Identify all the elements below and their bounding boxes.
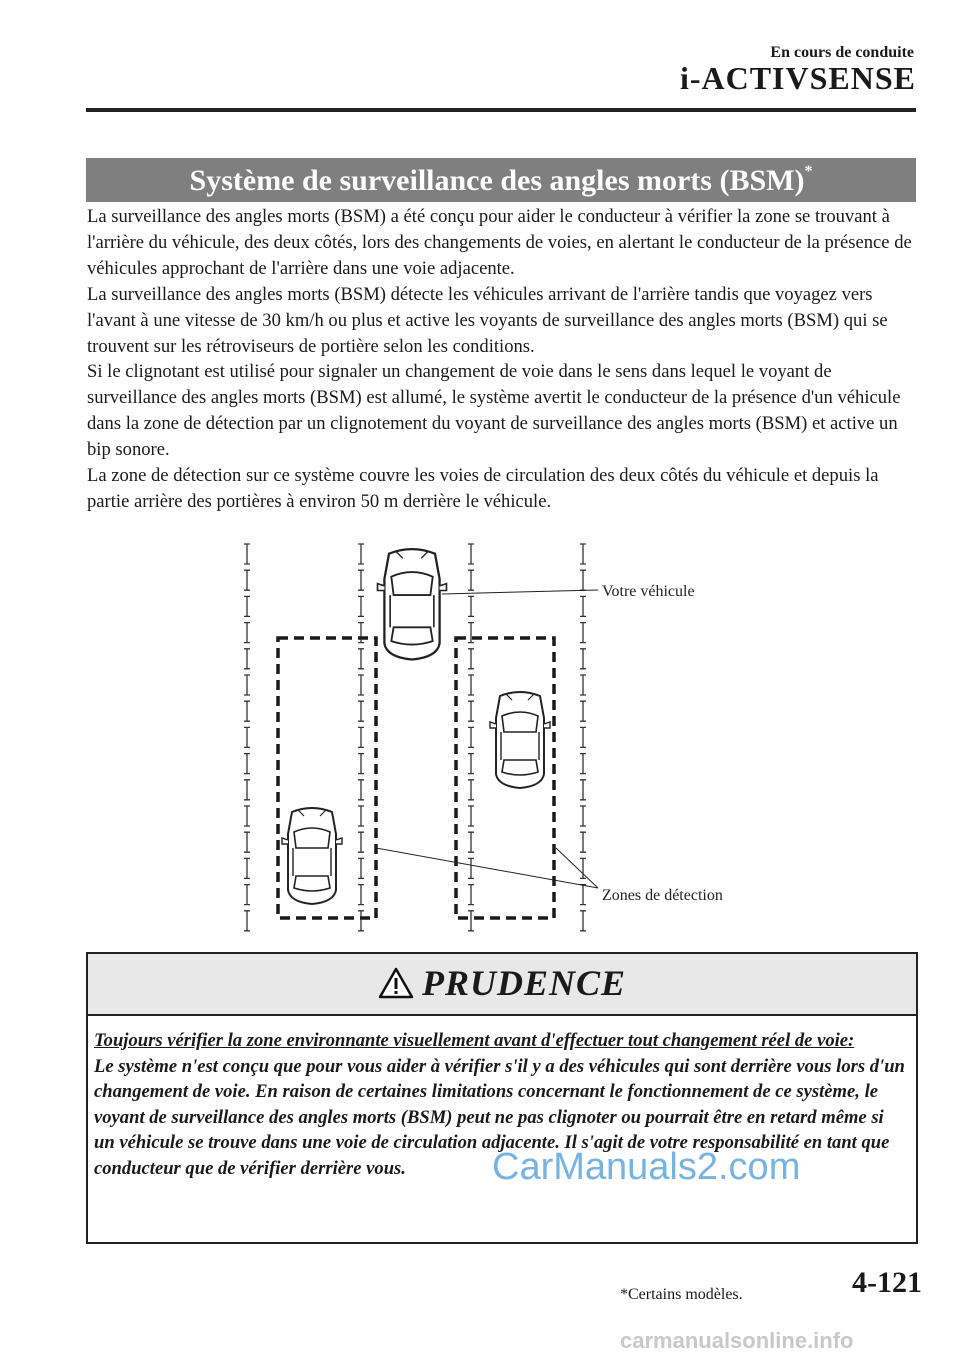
paragraph-3: Si le clignotant est utilisé pour signaler un changement de voie dans le sens dans lequel le voyant de surveillance des angles morts (BSM) est allumé, le système avertit le conducteur de la présence d'un véhicule dans la zone de détection par un clignotement du voyant de surveillance des angles morts (BSM) et active un bip sonore. [87,361,901,461]
label-vehicle: Votre véhicule [602,583,695,600]
lane-mark [358,570,364,590]
lane-mark [244,623,250,643]
lane-mark [244,832,250,852]
header-section: En cours de conduite [770,44,914,61]
lane-mark [468,832,474,852]
lane-mark [244,858,250,878]
lane-mark [244,544,250,564]
lane-mark [580,727,586,747]
section-title-bar [86,158,916,202]
lane-mark [358,858,364,878]
warning-title: PRUDENCE [421,963,627,1003]
watermark-bottom: carmanualsonline.info [620,1328,854,1353]
lane-mark [580,780,586,800]
lane-mark [358,806,364,826]
lane-mark [580,832,586,852]
section-title: Système de surveillance des angles morts (BSM) [189,164,805,197]
footer-note: *Certains modèles. [620,1286,743,1303]
paragraph-4: La zone de détection sur ce système couvre les voies de circulation des deux côtés du véhicule et depuis la partie arrière des portières à environ 50 m derrière le véhicule. [87,465,879,512]
leader-line-zone-left [376,848,598,888]
warning-text: Le système n'est conçu que pour vous aider à vérifier s'il y a des véhicules qui sont derrière vous lors d'un changement de voie. En raison de certaines limitations concernant le fonctionnement de ce système, le voyant de surveillance des angles morts (BSM) peut ne pas clignoter ou pourrait être en retard même si un véhicule se trouve dans une voie de circulation adjacente. Il s'agit de votre responsabilité en tant que conducteur que de vérifier derrière vous. [94,1055,905,1179]
body-text [87,204,919,515]
leader-line-vehicle [442,590,598,594]
lane-mark [358,911,364,931]
lane-mark [468,858,474,878]
lane-mark [468,675,474,695]
label-zones: Zones de détection [602,887,723,904]
lane-mark [580,570,586,590]
lane-mark [580,911,586,931]
lane-mark [358,885,364,905]
warning-triangle-icon [378,967,414,999]
lane-mark [244,675,250,695]
lane-mark [580,675,586,695]
lane-mark [244,754,250,774]
lane-mark [580,806,586,826]
lane-mark [244,911,250,931]
lane-mark [580,623,586,643]
lane-mark [580,596,586,616]
lane-mark [244,780,250,800]
paragraph-1: La surveillance des angles morts (BSM) a été conçu pour aider le conducteur à vérifier la zone se trouvant à l'arrière du véhicule, des deux côtés, lors des changements de voies, en alertant le conducteur de la présence de véhicules approchant de l'arrière dans une voie adjacente. [87,206,912,279]
lane-mark [468,649,474,669]
lane-mark [468,701,474,721]
lane-mark [244,570,250,590]
lane-mark [244,701,250,721]
lane-mark [468,806,474,826]
lane-mark [358,780,364,800]
left-lane-vehicle [282,808,342,904]
lane-mark [580,649,586,669]
lane-mark [468,544,474,564]
own-vehicle [378,549,447,659]
lane-mark [358,675,364,695]
lane-mark [468,754,474,774]
lane-mark [358,832,364,852]
warning-box [86,952,918,1244]
lane-mark [358,754,364,774]
lane-mark [468,911,474,931]
lane-mark [468,780,474,800]
lane-mark [580,701,586,721]
lane-mark [468,570,474,590]
detection-zone-diagram [230,532,770,934]
warning-header [88,954,916,1016]
lane-mark [358,544,364,564]
lane-mark [244,727,250,747]
lane-mark [580,885,586,905]
lane-mark [358,727,364,747]
lane-mark [358,596,364,616]
lane-mark [244,806,250,826]
lane-mark [244,649,250,669]
header-rule [86,108,916,112]
page-number: 4-121 [852,1266,922,1299]
lane-mark [468,727,474,747]
lane-mark [468,885,474,905]
lane-mark [358,649,364,669]
watermark-center: CarManuals2.com [492,1146,801,1188]
lane-mark [244,885,250,905]
paragraph-2: La surveillance des angles morts (BSM) détecte les véhicules arrivant de l'arrière tandis que voyagez vers l'avant à une vitesse de 30 km/h ou plus et active les voyants de surveillance des angles morts (BSM) qui se trouvent sur les rétroviseurs de portière selon les conditions. [87,283,888,357]
lane-mark [358,701,364,721]
lane-mark [580,754,586,774]
header-chapter: i-ACTIVSENSE [679,60,916,96]
right-lane-vehicle [490,692,550,788]
lane-mark [468,596,474,616]
warning-lead: Toujours vérifier la zone environnante visuellement avant d'effectuer tout changement réel de voie: [94,1030,855,1051]
lane-mark [580,544,586,564]
lane-mark [244,596,250,616]
section-asterisk: * [804,163,813,180]
